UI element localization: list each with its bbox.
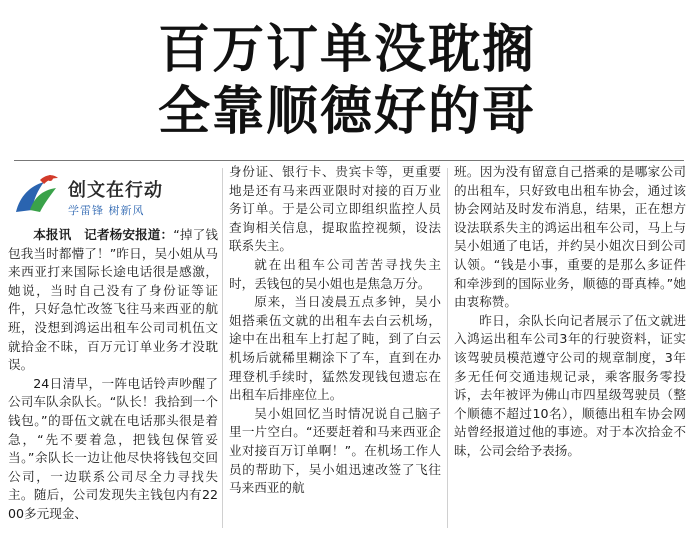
- dove-emblem-icon: [10, 172, 62, 216]
- headline-line-2: 全靠顺德好的哥: [157, 82, 536, 142]
- article-paragraph: 吴小姐回忆当时情况说自己脑子里一片空白。“还要赶着和马来西亚企业对接百万订单啊！”。在机场工作人员的帮助下，吴小姐迅速改签了飞往马来西亚的航: [229, 405, 441, 496]
- article-paragraph: 班。因为没有留意自己搭乘的是哪家公司的出租车，只好致电出租车协会，通过该协会网站及时发布消息，结果，正在想方设法联系失主的鸿运出租车公司，马上与吴小姐通了电话，并约吴小姐次日到公司认领。“钱是小事，重要的是那么多证件和牵涉到的国际业务，顺德的哥真棒。”她由衷称赞。: [454, 164, 686, 310]
- article-paragraph: 24日清早，一阵电话铃声吵醒了公司车队余队长。“队长！我拾到一个钱包。”的哥伍文就在电话那头很是着急，“先不要着急，把钱包保管妥当。”余队长一边让他尽快将钱包交回公司，一边联系公司尽全力寻找失主。随后，公司发现失主钱包内有2200多元现金、: [8, 375, 218, 521]
- article-column-3: [454, 163, 686, 461]
- article-paragraph: 原来，当日凌晨五点多钟，吴小姐搭乘伍文就的出租车去白云机场，途中在出租车上打起了盹，到了白云机场后就稀里糊涂下了车，直到在办理登机手续时，猛然发现钱包遗忘在出租车后排座位上。: [229, 294, 441, 403]
- column-logo-subtitle: 学雷锋 树新风: [68, 204, 145, 217]
- column-logo-title: 创文在行动: [68, 180, 163, 201]
- column-separator: [222, 168, 223, 528]
- headline-divider: [14, 160, 684, 161]
- column-logo: [6, 168, 220, 220]
- headline-line-1: 百万订单没耽搁: [157, 20, 536, 80]
- article-column-2: [229, 163, 441, 498]
- article-paragraph: 昨日，余队长向记者展示了伍文就进入鸿运出租车公司3年的行驶资料，证实该驾驶员模范遵守公司的规章制度，3年多无任何交通违规记录，乘客服务零投诉，去年被评为佛山市四星级驾驶员（整个顺德不超过10名），顺德出租车协会网站曾经报道过他的事迹。对于本次拾金不昧，公司会给予表扬。: [454, 312, 686, 458]
- article-paragraph: 就在出租车公司苦苦寻找失主时，丢钱包的吴小姐也是焦急万分。: [229, 256, 441, 291]
- article-column-1: [8, 226, 218, 524]
- paragraph-text: “掉了钱包我当时都懵了！”昨日，吴小姐从马来西亚打来国际长途电话很是感激，她说，当时自己没有了身份证等证件，只好急忙改签飞往马来西亚的航班，没想到鸿运出租车公司司机伍文就拾金不昧，百万元订单业务才没耽误。: [8, 227, 218, 373]
- article-paragraph: [8, 226, 218, 375]
- article-paragraph: 身份证、银行卡、贵宾卡等，更重要地是还有马来西亚限时对接的百万业务订单。于是公司立即组织监控人员查询相关信息，提取监控视频，设法联系失主。: [229, 164, 441, 254]
- byline: 本报讯 记者杨安报道：: [33, 227, 174, 242]
- column-separator: [447, 168, 448, 528]
